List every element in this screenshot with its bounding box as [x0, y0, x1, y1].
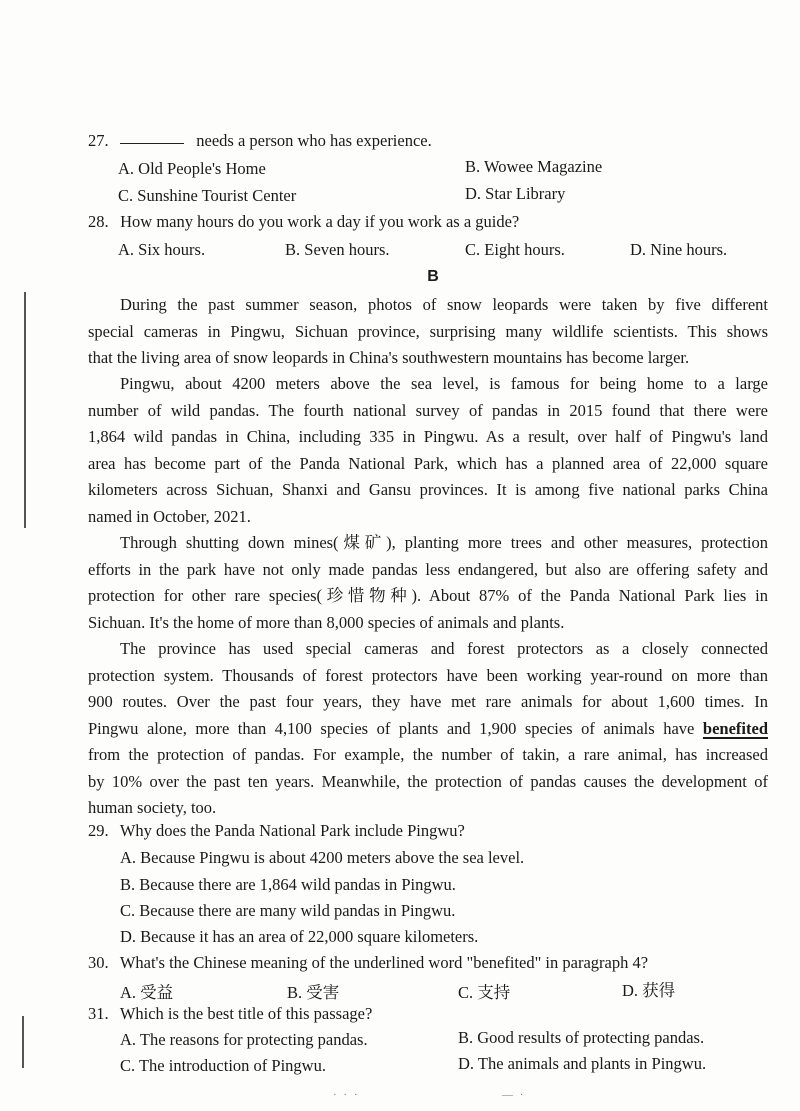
question-number: 31.: [88, 1004, 109, 1023]
scan-artifact-mark-2: — ·: [502, 1089, 526, 1101]
option-29-a: A. Because Pingwu is about 4200 meters above the sea level.: [120, 848, 525, 867]
question-stem: needs a person who has experience.: [196, 131, 432, 150]
option-28-d: D. Nine hours.: [630, 240, 728, 259]
question-31: [88, 1004, 372, 1024]
question-stem: What's the Chinese meaning of the underlined word "benefited" in paragraph 4?: [119, 953, 649, 972]
question-number: 30.: [88, 953, 109, 972]
binding-margin-line-lower: [22, 1016, 24, 1068]
option-29-b: B. Because there are 1,864 wild pandas in Pingwu.: [120, 875, 456, 894]
option-31-a: A. The reasons for protecting pandas.: [120, 1030, 368, 1049]
question-number: 28.: [88, 212, 109, 231]
option-29-d: D. Because it has an area of 22,000 square kilometers.: [120, 927, 479, 946]
question-28: [88, 212, 519, 232]
option-27-c: C. Sunshine Tourist Center: [118, 186, 297, 205]
question-stem: Why does the Panda National Park include Pingwu?: [119, 821, 465, 840]
option-31-c: C. The introduction of Pingwu.: [120, 1056, 326, 1075]
question-number: 29.: [88, 821, 109, 840]
option-29-c: C. Because there are many wild pandas in Pingwu.: [120, 901, 456, 920]
passage-paragraph-4: The province has used special cameras and forest protectors as a closely connected protection system. Thousands of forest protectors have been working year-round on more than 900 routes. Over the past four years, they have met rare animals for about 1,600 times. In Pingwu alone, more than 4,100 species of plants and 1,900 species of animals have benefited from the protection of pandas. For example, the number of takin, a rare animal, has increased by 10% over the past ten years. Meanwhile, the protection of pandas causes the development of human society, too.: [88, 639, 768, 817]
section-heading: B: [427, 268, 439, 285]
option-28-a: A. Six hours.: [118, 240, 206, 259]
option-30-c: C. 支持: [458, 983, 511, 1002]
question-number: 27.: [88, 131, 109, 150]
option-31-d: D. The animals and plants in Pingwu.: [458, 1054, 707, 1073]
question-29: [88, 821, 465, 841]
option-30-a: A. 受益: [120, 983, 174, 1002]
option-31-b: B. Good results of protecting pandas.: [458, 1028, 705, 1047]
option-27-a: A. Old People's Home: [118, 159, 266, 178]
option-30-b: B. 受害: [287, 983, 340, 1002]
option-28-c: C. Eight hours.: [465, 240, 565, 259]
question-stem: How many hours do you work a day if you work as a guide?: [120, 212, 520, 231]
underlined-word: benefited: [702, 718, 768, 738]
option-28-b: B. Seven hours.: [285, 240, 390, 259]
option-27-b: B. Wowee Magazine: [465, 157, 603, 176]
binding-margin-line: [24, 292, 26, 528]
passage-paragraph-1: During the past summer season, photos of snow leopards were taken by five different special cameras in Pingwu, Sichuan province, surprising many wildlife scientists. This shows that the living area of snow leopards in China's southwestern mountains has become larger.: [88, 295, 768, 367]
option-27-d: D. Star Library: [465, 184, 566, 203]
question-27: [88, 131, 432, 151]
question-stem: Which is the best title of this passage?: [119, 1004, 373, 1023]
passage-paragraph-2: Pingwu, about 4200 meters above the sea level, is famous for being home to a large number of wild pandas. The fourth national survey of pandas in 2015 found that there were 1,864 wild pandas in China, including 335 in Pingwu. As a result, over half of Pingwu's land area has become part of the Panda National Park, which has a planned area of 22,000 square kilometers across Sichuan, Shanxi and Gansu provinces. It is among five national parks China named in October, 2021.: [88, 374, 768, 526]
scan-artifact-mark: · · ·: [333, 1089, 360, 1101]
option-30-d: D. 获得: [622, 981, 676, 1000]
answer-blank: [120, 143, 184, 144]
question-30: [88, 953, 648, 973]
passage-paragraph-3: Through shutting down mines(煤矿), planting more trees and other measures, protection efforts in the park have not only made pandas less endangered, but also are offering safety and protection for other rare species(珍惜物种). About 87% of the Panda National Park lies in Sichuan. It's the home of more than 8,000 species of animals and plants.: [88, 533, 768, 632]
